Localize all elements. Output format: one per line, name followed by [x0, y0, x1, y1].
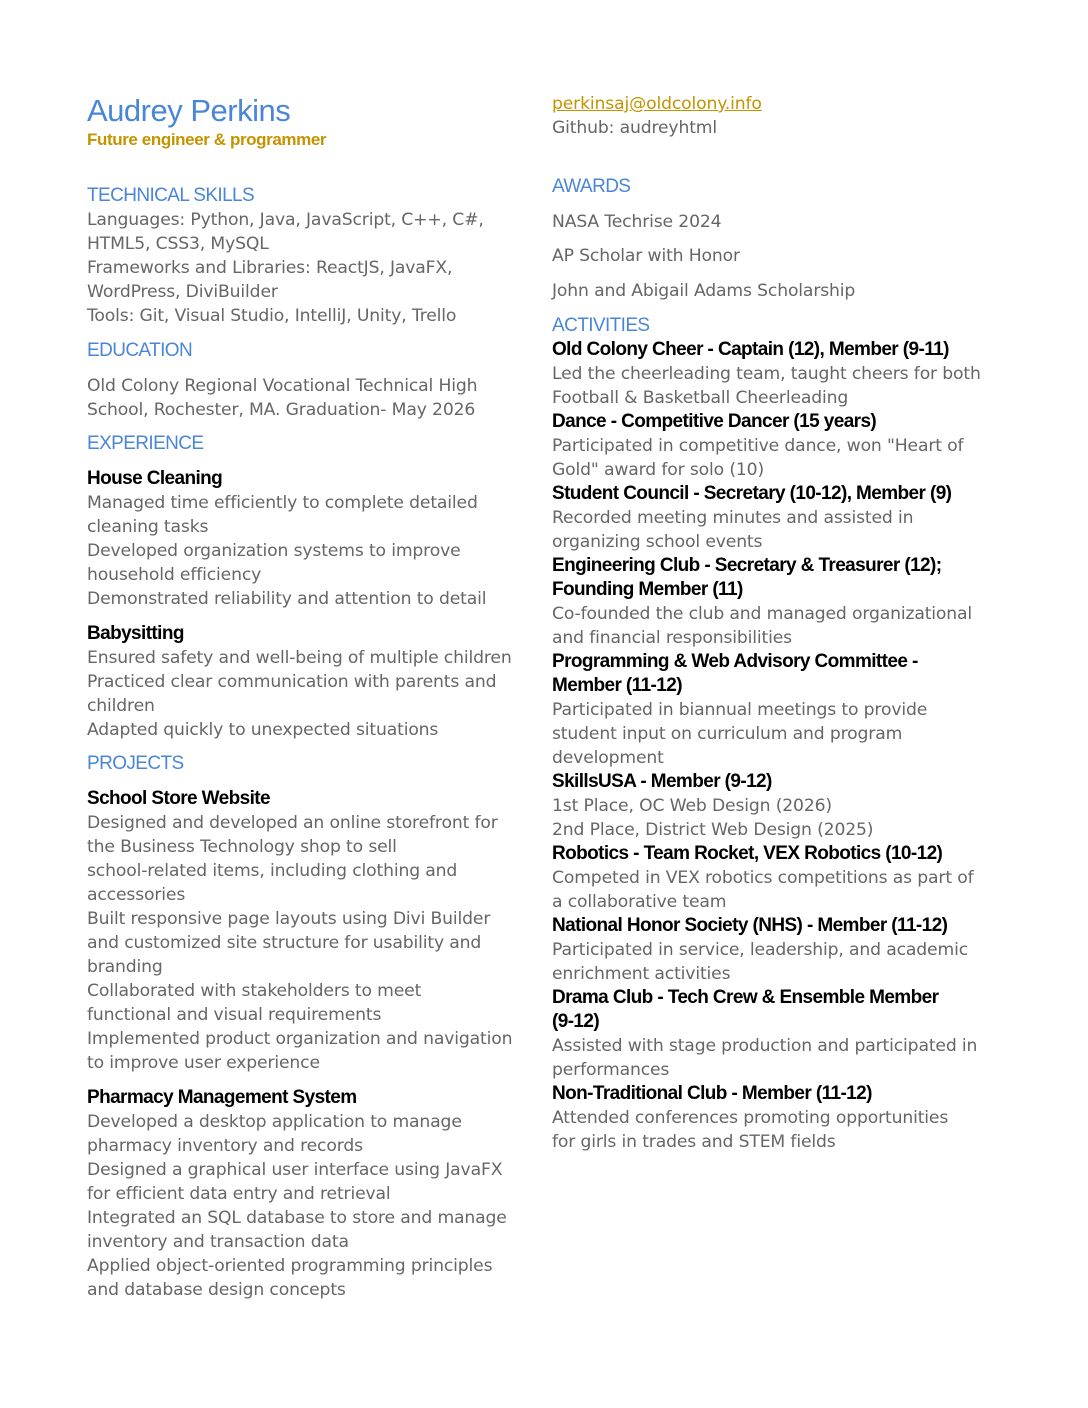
resume-name: Audrey Perkins	[87, 93, 291, 128]
skills-line: Frameworks and Libraries: ReactJS, JavaFX,	[87, 258, 453, 278]
skills-line: Tools: Git, Visual Studio, IntelliJ, Unity, Trello	[87, 306, 457, 326]
project-detail: for efficient data entry and retrieval	[87, 1184, 391, 1204]
activity-title: Programming & Web Advisory Committee -	[552, 651, 918, 672]
activity-title: Non-Traditional Club - Member (11-12)	[552, 1083, 872, 1104]
job-detail: Practiced clear communication with parents and	[87, 672, 497, 692]
project-title: Pharmacy Management System	[87, 1087, 357, 1108]
activity-detail: Football & Basketball Cheerleading	[552, 388, 849, 408]
project-detail: Integrated an SQL database to store and manage	[87, 1208, 507, 1228]
github-handle: Github: audreyhtml	[552, 118, 718, 138]
project-detail: Applied object-oriented programming principles	[87, 1256, 493, 1276]
project-detail: and customized site structure for usability and	[87, 933, 482, 953]
project-detail: Designed a graphical user interface using JavaFX	[87, 1160, 503, 1180]
activity-title: Engineering Club - Secretary & Treasurer (12);	[552, 555, 942, 576]
activity-title: Founding Member (11)	[552, 579, 743, 600]
section-heading-activities: ACTIVITIES	[552, 315, 650, 336]
job-detail: Adapted quickly to unexpected situations	[87, 720, 439, 740]
activity-detail: performances	[552, 1060, 670, 1080]
section-heading-education: EDUCATION	[87, 340, 193, 361]
project-detail: the Business Technology shop to sell	[87, 837, 397, 857]
project-detail: inventory and transaction data	[87, 1232, 349, 1252]
activity-detail: organizing school events	[552, 532, 763, 552]
job-title: Babysitting	[87, 623, 184, 644]
section-heading-awards: AWARDS	[552, 176, 631, 197]
project-detail: Developed a desktop application to manage	[87, 1112, 462, 1132]
project-detail: Implemented product organization and navigation	[87, 1029, 513, 1049]
activity-title: SkillsUSA - Member (9-12)	[552, 771, 772, 792]
activity-detail: 2nd Place, District Web Design (2025)	[552, 820, 874, 840]
activity-detail: development	[552, 748, 664, 768]
section-heading-skills: TECHNICAL SKILLS	[87, 185, 255, 206]
project-detail: pharmacy inventory and records	[87, 1136, 363, 1156]
activity-detail: and financial responsibilities	[552, 628, 792, 648]
email-link[interactable]: perkinsaj@oldcolony.info	[552, 94, 762, 114]
project-detail: accessories	[87, 885, 186, 905]
project-detail: Designed and developed an online storefront for	[87, 813, 498, 833]
project-detail: school-related items, including clothing and	[87, 861, 458, 881]
resume-tagline: Future engineer & programmer	[87, 130, 327, 149]
activity-title: (9-12)	[552, 1011, 600, 1032]
activity-detail: 1st Place, OC Web Design (2026)	[552, 796, 832, 816]
activity-detail: enrichment activities	[552, 964, 731, 984]
activity-detail: Assisted with stage production and participated in	[552, 1036, 978, 1056]
activity-detail: Led the cheerleading team, taught cheers for both	[552, 364, 981, 384]
activity-title: Member (11-12)	[552, 675, 682, 696]
activity-detail: Recorded meeting minutes and assisted in	[552, 508, 914, 528]
job-title: House Cleaning	[87, 468, 223, 489]
job-detail: children	[87, 696, 155, 716]
project-detail: Collaborated with stakeholders to meet	[87, 981, 422, 1001]
job-detail: cleaning tasks	[87, 517, 209, 537]
skills-line: HTML5, CSS3, MySQL	[87, 234, 269, 254]
project-title: School Store Website	[87, 788, 270, 809]
activity-detail: Participated in service, leadership, and academic	[552, 940, 968, 960]
project-detail: functional and visual requirements	[87, 1005, 382, 1025]
job-detail: household efficiency	[87, 565, 262, 585]
job-detail: Managed time efficiently to complete detailed	[87, 493, 478, 513]
project-detail: and database design concepts	[87, 1280, 346, 1300]
skills-line: Languages: Python, Java, JavaScript, C++, C#,	[87, 210, 484, 230]
project-detail: Built responsive page layouts using Divi Builder	[87, 909, 491, 929]
activity-detail: Participated in competitive dance, won "Heart of	[552, 436, 964, 456]
award-item: NASA Techrise 2024	[552, 212, 722, 232]
job-detail: Developed organization systems to improve	[87, 541, 461, 561]
activity-title: National Honor Society (NHS) - Member (11-12)	[552, 915, 948, 936]
job-detail: Ensured safety and well-being of multiple children	[87, 648, 512, 668]
activity-detail: Attended conferences promoting opportunities	[552, 1108, 949, 1128]
job-detail: Demonstrated reliability and attention to detail	[87, 589, 487, 609]
award-item: AP Scholar with Honor	[552, 246, 740, 266]
section-heading-projects: PROJECTS	[87, 753, 184, 774]
activity-title: Drama Club - Tech Crew & Ensemble Member	[552, 987, 939, 1008]
activity-detail: Competed in VEX robotics competitions as part of	[552, 868, 974, 888]
section-heading-experience: EXPERIENCE	[87, 433, 204, 454]
activity-title: Student Council - Secretary (10-12), Member (9)	[552, 483, 952, 504]
activity-title: Robotics - Team Rocket, VEX Robotics (10-12)	[552, 843, 943, 864]
award-item: John and Abigail Adams Scholarship	[552, 281, 856, 301]
project-detail: to improve user experience	[87, 1053, 320, 1073]
activity-title: Dance - Competitive Dancer (15 years)	[552, 411, 877, 432]
activity-detail: a collaborative team	[552, 892, 727, 912]
skills-line: WordPress, DiviBuilder	[87, 282, 278, 302]
activity-title: Old Colony Cheer - Captain (12), Member (9-11)	[552, 339, 949, 360]
activity-detail: student input on curriculum and program	[552, 724, 903, 744]
activity-detail: Participated in biannual meetings to provide	[552, 700, 928, 720]
activity-detail: for girls in trades and STEM fields	[552, 1132, 836, 1152]
activity-detail: Co-founded the club and managed organizational	[552, 604, 973, 624]
education-line: School, Rochester, MA. Graduation- May 2026	[87, 400, 476, 420]
project-detail: branding	[87, 957, 163, 977]
activity-detail: Gold" award for solo (10)	[552, 460, 765, 480]
education-line: Old Colony Regional Vocational Technical High	[87, 376, 478, 396]
